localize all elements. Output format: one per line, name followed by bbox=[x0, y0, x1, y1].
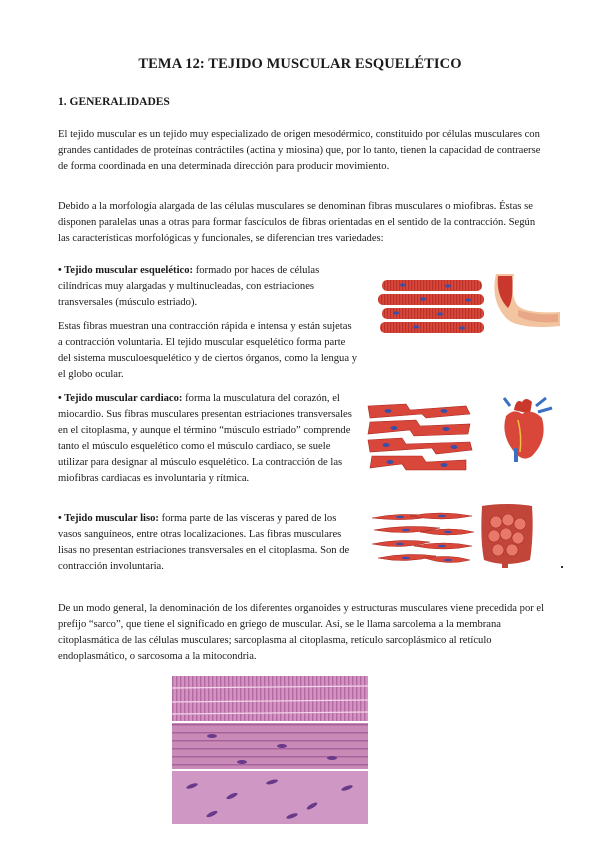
page-title: TEMA 12: TEJIDO MUSCULAR ESQUELÉTICO bbox=[138, 56, 462, 72]
smooth-text: forma parte de las vísceras y pared de los vasos sanguíneos, entre otras localizaciones. Las fibras musculares lisas no presentan estriaciones transversales en el citoplasma. Son de contracción involuntaria. bbox=[58, 513, 350, 572]
intestine-illustration bbox=[476, 500, 538, 570]
intro-paragraph-2: Debido a la morfología alargada de las células musculares se denominan fibras musculares o miofibras. Éstas se disponen paralelas unas a otras para formar fascículos de fibras orientadas en el sentido de la contracción. Según las características morfológicas y funcionales, se diferencian tres variedades: bbox=[58, 201, 536, 244]
stray-mark bbox=[561, 566, 563, 568]
cardiac-fibers-illustration bbox=[366, 400, 474, 474]
micrograph-image bbox=[172, 676, 368, 824]
arm-muscle-illustration bbox=[488, 270, 564, 334]
skeletal-label: • Tejido muscular esquelético: bbox=[58, 265, 194, 276]
histology-micrograph bbox=[172, 676, 368, 824]
outro-paragraph: De un modo general, la denominación de los diferentes organoides y estructuras musculares viene precedida por el prefijo “sarco”, que tiene el significado en griego de muscular. Así, se le llama sarcolema a la membrana citoplasmática de las células musculares; sarcoplasma al citoplasma, retículo sarcoplásmico al retículo endoplasmático, o sarcosoma a la mitocondria. bbox=[58, 603, 545, 662]
skeletal-paragraph bbox=[58, 263, 358, 311]
cardiac-text: forma la musculatura del corazón, el miocardio. Sus fibras musculares presentan estriaciones transversales en el citoplasma, y aunque el término “músculo estriado” comprende tanto el músculo esquelético como el músculo cardiaco, se suele utilizar para designar al músculo esquelético. La contracción de las miofibras cardiacas es involuntaria y rítmica. bbox=[58, 393, 352, 484]
smooth-paragraph bbox=[58, 511, 358, 575]
section-heading: 1. GENERALIDADES bbox=[58, 96, 170, 108]
skeletal-paragraph-2: Estas fibras muestran una contracción rápida e intensa y están sujetas a contracción voluntaria. El tejido muscular esquelético forma parte del sistema musculoesquelético y de ciertos órganos, como la lengua y el globo ocular. bbox=[58, 321, 357, 380]
skeletal-text: formado por haces de células cilíndricas muy alargadas y multinucleadas, con estriaciones transversales (músculo estriado). bbox=[58, 265, 320, 308]
intro-paragraph-1: El tejido muscular es un tejido muy especializado de origen mesodérmico, constituido por células musculares con grandes cantidades de proteínas contráctiles (actina y miosina) que, por lo tanto, tienen la capacidad de contraerse de forma coordinada en una determinada dirección para producir movimiento. bbox=[58, 129, 541, 172]
cardiac-paragraph bbox=[58, 391, 358, 487]
cardiac-label: • Tejido muscular cardiaco: bbox=[58, 393, 183, 404]
smooth-label: • Tejido muscular liso: bbox=[58, 513, 159, 524]
heart-illustration bbox=[492, 396, 556, 466]
smooth-fibers-illustration bbox=[370, 510, 474, 568]
skeletal-fibers-illustration bbox=[378, 278, 488, 340]
